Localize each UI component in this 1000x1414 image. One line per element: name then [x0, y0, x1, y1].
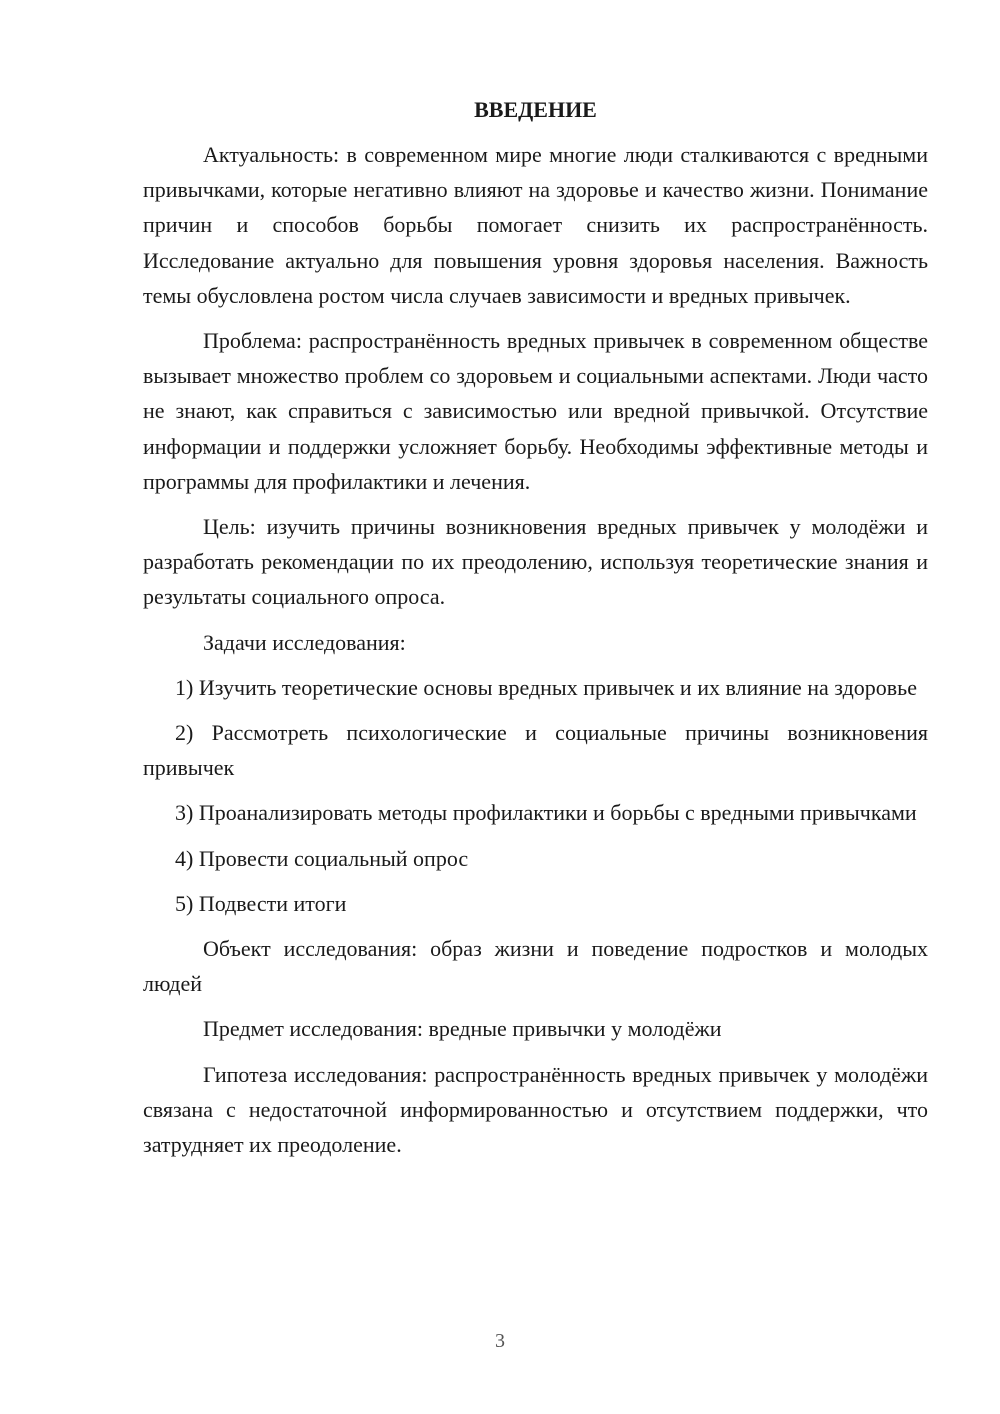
- problem-paragraph: Проблема: распространённость вредных привычек в современном обществе вызывает множество проблем со здоровьем и социальными аспектами. Люди часто не знают, как справиться с зависимостью или вредной привычкой. Отсутствие информации и поддержки усложняет борьбу. Необходимы эффективные методы и программы для профилактики и лечения.: [143, 328, 928, 494]
- section-heading: ВВЕДЕНИЕ: [474, 97, 597, 122]
- page-number: 3: [495, 1330, 505, 1352]
- task-item-2: 2) Рассмотреть психологические и социальные причины возникновения привычек: [143, 720, 928, 781]
- relevance-paragraph: Актуальность: в современном мире многие люди сталкиваются с вредными привычками, которые негативно влияют на здоровье и качество жизни. Понимание причин и способов борьбы помогает снизить их распространённость. Исследование актуально для повышения уровня здоровья населения. Важность темы обусловлена ростом числа случаев зависимости и вредных привычек.: [143, 142, 928, 308]
- document-page: [143, 92, 928, 1162]
- task-item-3: 3) Проанализировать методы профилактики и борьбы с вредными привычками: [175, 800, 917, 826]
- goal-paragraph: Цель: изучить причины возникновения вредных привычек у молодёжи и разработать рекомендации по их преодолению, используя теоретические знания и результаты социального опроса.: [143, 514, 928, 610]
- task-item-5: 5) Подвести итоги: [175, 890, 347, 916]
- subject-paragraph: Предмет исследования: вредные привычки у молодёжи: [203, 1016, 722, 1042]
- task-item-1: 1) Изучить теоретические основы вредных привычек и их влияние на здоровье: [175, 674, 917, 700]
- tasks-heading: Задачи исследования:: [203, 629, 406, 655]
- task-item-4: 4) Провести социальный опрос: [175, 845, 469, 871]
- hypothesis-paragraph: Гипотеза исследования: распространённость вредных привычек у молодёжи связана с недостаточной информированностью и отсутствием поддержки, что затрудняет их преодоление.: [143, 1061, 928, 1158]
- object-paragraph: Объект исследования: образ жизни и поведение подростков и молодых людей: [143, 936, 928, 997]
